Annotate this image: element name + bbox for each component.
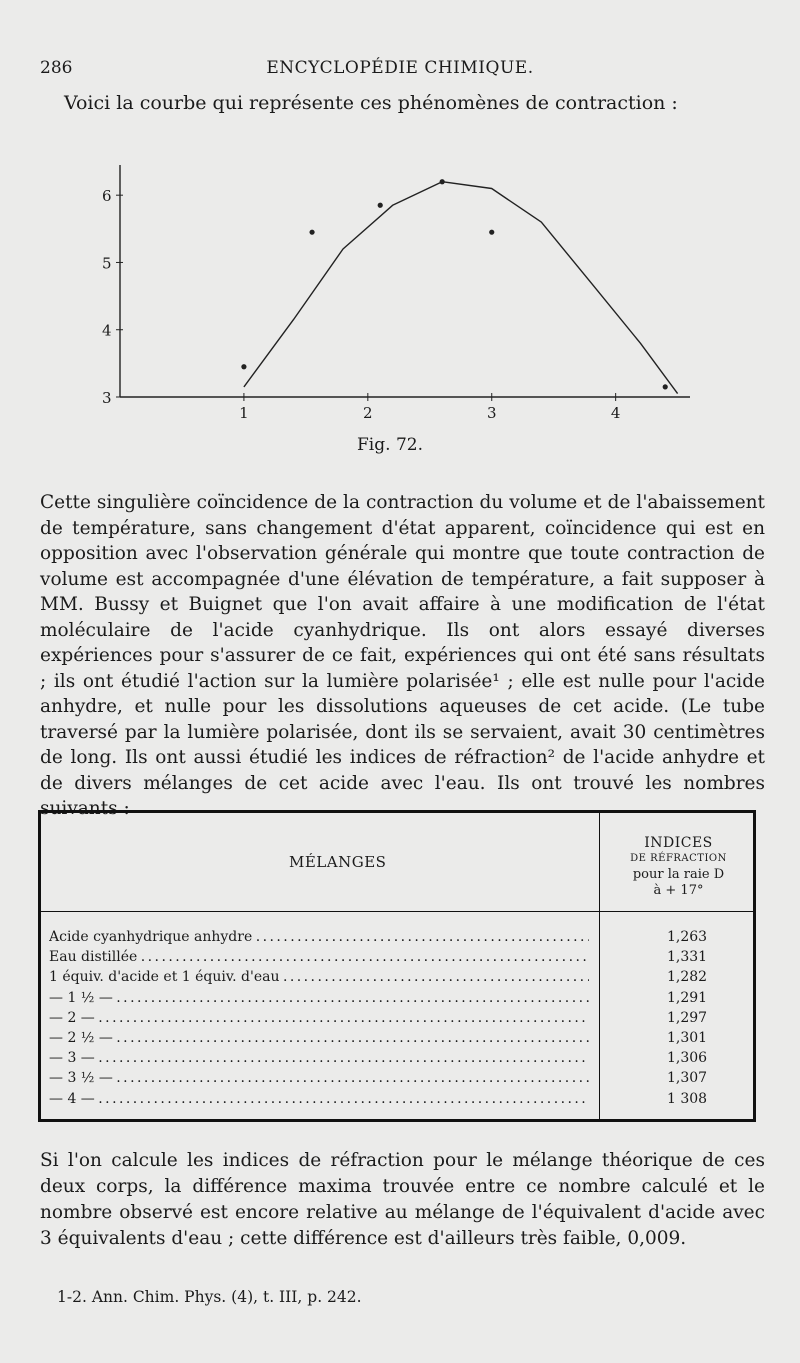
y-tick-label: 4 <box>102 321 112 340</box>
table-header-divider <box>41 911 753 912</box>
x-tick-label: 3 <box>486 404 497 422</box>
row-value: 1,297 <box>667 1009 708 1026</box>
row-label: Acide cyanhydrique anhydre . . . <box>49 929 589 945</box>
y-tick-label: 5 <box>102 254 112 273</box>
row-label: — 2 ½ — . . . <box>49 1030 589 1046</box>
table-row <box>49 1050 749 1070</box>
row-value: 1,282 <box>667 969 708 986</box>
paragraph-2: Si l'on calcule les indices de réfraction pour le mélange théorique de ces deux corps, la différence maxima trouvée entre ce nombre calculé et le nombre observé est encore relative au mélange de l'équivalent d'acide avec 3 équivalents d'eau ; cette différence est d'ailleurs très faible, 0,009. <box>40 1150 765 1249</box>
data-point <box>663 384 668 389</box>
row-label: — 3 — . . . <box>49 1050 589 1066</box>
table-header-indices <box>601 835 756 899</box>
header-raie: pour la raie D <box>632 867 725 882</box>
header-refraction: DE RÉFRACTION <box>630 853 727 864</box>
table-row <box>49 929 749 949</box>
refraction-table <box>38 810 756 1122</box>
figure-72 <box>90 135 710 465</box>
header-indices: INDICES <box>644 835 713 851</box>
data-point <box>378 203 383 208</box>
data-point <box>489 230 494 235</box>
data-point <box>309 230 314 235</box>
row-label: 1 équiv. d'acide et 1 équiv. d'eau . . . <box>49 969 589 985</box>
y-tick-label: 3 <box>102 389 112 407</box>
y-tick-label: 6 <box>102 187 112 206</box>
row-value: 1,301 <box>667 1029 708 1046</box>
intro-text: Voici la courbe qui représente ces phénomènes de contraction : <box>64 92 678 114</box>
row-label: — 3 ½ — . . . <box>49 1070 589 1086</box>
paragraph-1: Cette singulière coïncidence de la contraction du volume et de l'abaissement de température, sans changement d'état apparent, coïncidence qui est en opposition avec l'observation générale qui montre que toute contraction de volume est accompagnée d'une élévation de température, a fait supposer à MM. Bussy et Buignet que l'on avait affaire à une modification de l'état moléculaire de l'acide cyanhydrique. Ils ont alors essayé diverses expériences pour s'assurer de ce fait, expériences qui ont été sans résultats ; ils ont étudié l'action sur la lumière polarisée¹ ; elle est nulle pour l'acide anhydre, et nulle pour les dissolutions aqueuses de cet acide. (Le tube traversé par la lumière polarisée, dont ils se servaient, avait 30 centimètres de long. Ils ont aussi étudié les indices de réfraction² de l'acide anhydre et de divers mélanges de cet acide avec l'eau. Ils ont trouvé les nombres suivants : <box>40 492 765 819</box>
row-label: Eau distillée . . . <box>49 949 589 965</box>
data-point <box>440 179 445 184</box>
header-temp: à + 17° <box>653 883 704 898</box>
table-row <box>49 1091 749 1111</box>
contraction-curve <box>244 182 678 394</box>
table-row <box>49 1010 749 1030</box>
table-row <box>49 990 749 1010</box>
table-rows <box>49 929 749 1111</box>
x-tick-label: 1 <box>239 404 249 422</box>
row-value: 1,307 <box>667 1070 708 1087</box>
table-header-melanges: MÉLANGES <box>289 853 387 871</box>
row-value: 1,291 <box>667 989 708 1006</box>
x-tick-label: 2 <box>363 404 373 422</box>
figure-caption: Fig. 72. <box>357 435 423 455</box>
page-number: 286 <box>40 58 73 78</box>
row-label: — 1 ½ — . . . <box>49 990 589 1006</box>
row-value: 1,263 <box>667 929 708 945</box>
table-row <box>49 1030 749 1050</box>
x-tick-label: 4 <box>610 404 621 422</box>
row-value: 1,331 <box>667 949 708 966</box>
row-label: — 2 — . . . <box>49 1010 589 1026</box>
row-value: 1,306 <box>667 1050 708 1067</box>
running-header <box>40 58 760 82</box>
footnote: 1-2. Ann. Chim. Phys. (4), t. III, p. 242. <box>57 1288 362 1306</box>
data-point <box>241 364 246 369</box>
table-row <box>49 1070 749 1090</box>
table-row <box>49 949 749 969</box>
row-value: 1 308 <box>667 1090 708 1107</box>
running-title: ENCYCLOPÉDIE CHIMIQUE. <box>266 58 534 78</box>
table-row <box>49 969 749 989</box>
row-label: — 4 — . . . <box>49 1091 589 1107</box>
